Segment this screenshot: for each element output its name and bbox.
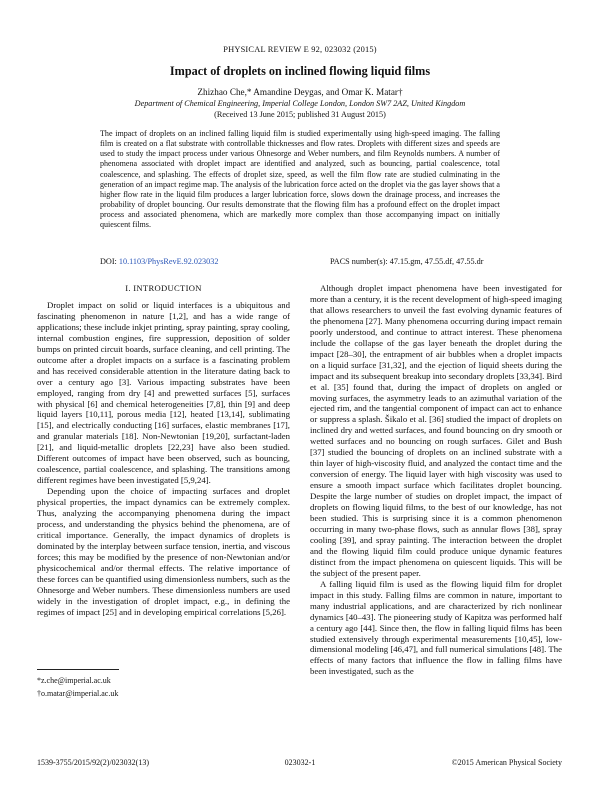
article-title: Impact of droplets on inclined flowing liquid films <box>169 64 431 78</box>
abstract: The impact of droplets on an inclined falling liquid film is studied experimentally using high-speed imaging. The falling film is created on a flat substrate with controllable thicknesses and flow rates. Droplets with different sizes and speeds are used to study the impact process under various Ohnesorge and Weber numbers, and film Reynolds numbers. A number of phenomena associated with droplet impact are identified and analyzed, such as bouncing, partial coalescence, total coalescence, and splashing. The effects of droplet size, speed, as well the film flow rate are studied culminating in the generation of an impact regime map. The analysis of the lubrication force acted on the droplet via the gas layer shows that a higher flow rate in the liquid film produces a larger lubrication force, slows down the drainage process, and increases the probability of droplet bouncing. Our results demonstrate that the flowing film has a profound effect on the droplet impact process and associated phenomena, which are markedly more complex than those accompanying impact on initially quiescent films. <box>100 129 500 230</box>
footnote-email-1: *z.che@imperial.ac.uk <box>37 676 111 685</box>
footer-page-number: 023032-1 <box>284 758 316 767</box>
section-heading: I. INTRODUCTION <box>125 283 202 293</box>
footnote-divider <box>37 669 119 670</box>
intro-paragraph-3: Although droplet impact phenomena have been investigated for more than a century, it is the recent development of high-speed imaging that allows researchers to unveil the fast evolving dynamic features of the phenomena [27]. Many phenomena occurring during impact remain poorly understood, and continue to attract interest. These phenomena include the collapse of the gas layer beneath the droplet during the impact [28–30], the entrapment of air bubbles when a droplet impacts on a liquid surface [31,32], and the ejection of liquid sheets during the impact and its subsequent breakup into secondary droplets [33,34]. Bird et al. [35] found that, during the impact of droplets on angled or moving surfaces, the asymmetry leads to an azimuthal variation of the ejected rim, and the tangential component of impact can act to enhance or suppress a splash. Šikalo et al. [36] studied the impact of droplets on inclined dry and wetted surfaces, and found bouncing on dry smooth or wetted surfaces and no bouncing on rough surfaces. Gilet and Bush [37] studied the bouncing of droplets on an inclined substrate with a thin layer of high-viscosity fluid, and analyzed the contact time and the conversion of energy. The liquid layer with high viscosity was used to ensure a smooth impact surface which facilitates droplet bouncing. Despite the large number of studies on droplet impact, the impact of droplets on flowing liquid films, to the best of our knowledge, has not been studied. This is surprising since it is a common phenomenon occurring in many two-phase flows, such as annular flows [38], spray cooling [39], and spray painting. The interaction between the droplet and the flowing liquid film could produce unique dynamic features distinct from the impact phenomena on quiescent liquids. This will be the subject of the present paper. <box>310 283 562 578</box>
received-dates: (Received 13 June 2015; published 31 August 2015) <box>214 110 386 119</box>
affiliation: Department of Chemical Engineering, Imperial College London, London SW7 2AZ, United Kingdom <box>134 99 466 108</box>
right-column <box>310 283 562 677</box>
footer-copyright: ©2015 American Physical Society <box>451 758 562 767</box>
left-column <box>37 283 290 618</box>
intro-paragraph-1: Droplet impact on solid or liquid interfaces is a ubiquitous and fascinating phenomenon in nature [1,2], and has a wide range of applications; these include inkjet printing, spray painting, spray cooling, internal combustion engines, fire suppression, deposition of solder bumps on printed circuit boards, surface cleaning, and cell printing. The outcome after a droplet impacts on a surface is a fascinating problem and has received considerable attention in the literature dating back to over a century ago [3]. Various impacting substrates have been employed, ranging from dry [4] and prewetted surfaces [5], surfaces with physical [6] and chemical heterogeneities [7,8], thin [9] and deep liquid layers [10,11], porous media [12], heated [13,14], sublimating [15], and electrically conducting [16] surfaces, elastic membranes [17], and granular materials [18]. Non-Newtonian [19,20], surfactant-laden [21], and liquid-metallic droplets [22,23] have also been studied. Different outcomes of impact have been observed, such as bouncing, coalescence, partial coalescence, and splashing. The transitions among different regimes have been investigated [5,9,24]. <box>37 299 290 486</box>
footer-issn: 1539-3755/2015/92(2)/023032(13) <box>37 758 149 767</box>
pacs-numbers: PACS number(s): 47.15.gm, 47.55.df, 47.55.dr <box>330 257 484 266</box>
doi-line <box>100 257 218 266</box>
intro-paragraph-4: A falling liquid film is used as the flowing liquid film for droplet impact in this study. Falling films are common in nature, important to many industrial applications, and are characterized by rich nonlinear dynamics [40–43]. The pioneering study of Kapitza was performed half a century ago [44]. Since then, the flow in falling liquid films has been studied extensively through experimental measurements [10,45], low-dimensional modeling [46,47], and full numerical simulations [48]. The effects of many factors that influence the flow in falling films have been investigated, such as the <box>310 578 562 677</box>
intro-paragraph-2: Depending upon the choice of impacting surfaces and droplet physical properties, the impact dynamics can be extremely complex. Thus, analyzing the accompanying phenomena during the impact process, and understanding the physics behind the phenomena, are of critical importance. Generally, the impact dynamics of droplets is dominated by the interplay between surface tension, inertia, and viscous forces; this may be modified by the presence of non-Newtonian and/or physicochemical and/or thermal effects. The relative importance of these forces can be quantified using dimensionless numbers, such as the Ohnesorge and Weber numbers. These dimensionless numbers are used widely in the investigation of droplet impact, e.g., in defining the regimes of impact [25] and in developing empirical correlations [5,26]. <box>37 486 290 617</box>
footnote-email-2: †o.matar@imperial.ac.uk <box>37 689 119 698</box>
doi-link[interactable]: 10.1103/PhysRevE.92.023032 <box>118 257 219 266</box>
journal-header: PHYSICAL REVIEW E 92, 023032 (2015) <box>223 45 377 54</box>
doi-label: DOI: <box>100 257 117 266</box>
author-list: Zhizhao Che,* Amandine Deygas, and Omar K. Matar† <box>197 87 403 97</box>
